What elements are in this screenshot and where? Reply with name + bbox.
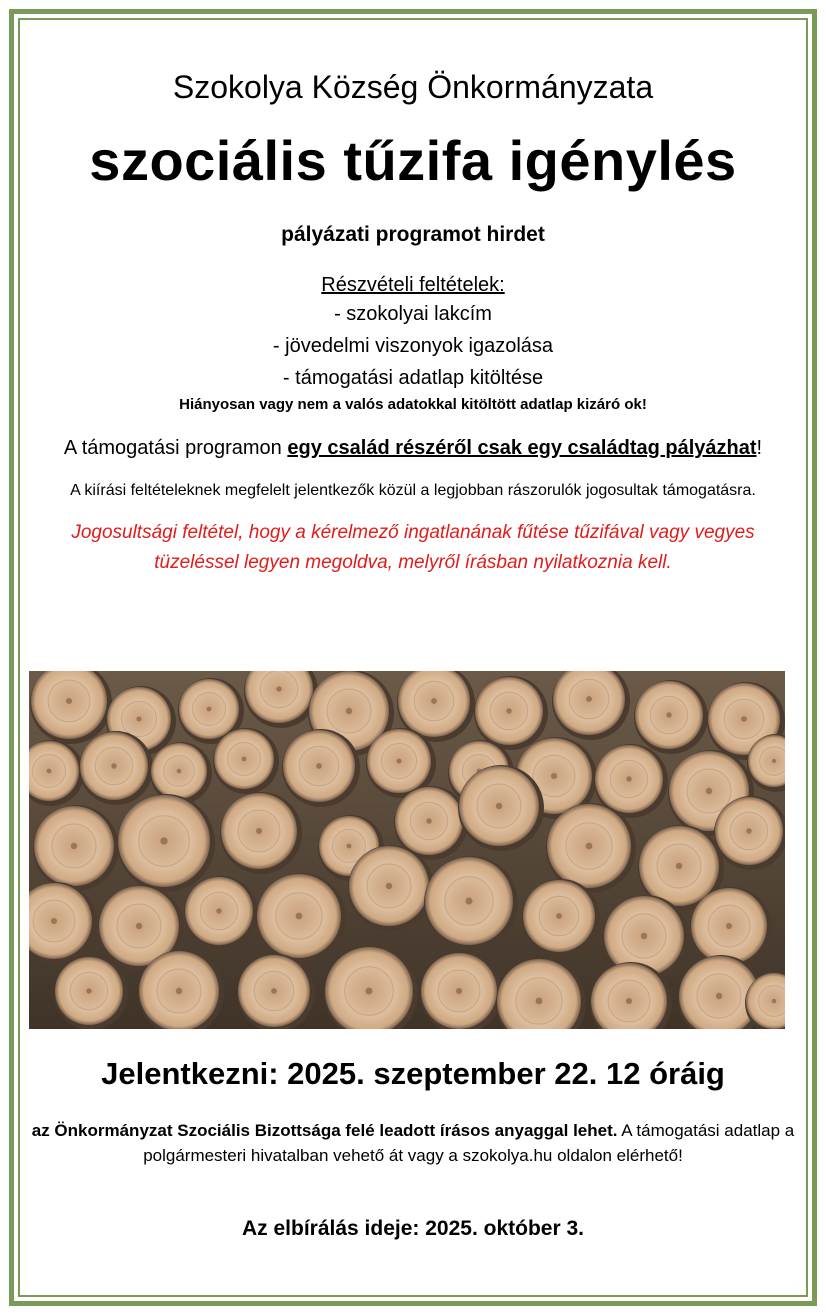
log-end — [256, 873, 346, 963]
judgement-date: Az elbírálás ideje: 2025. október 3. — [242, 1217, 584, 1240]
log-end — [79, 731, 153, 805]
single-application-rule — [28, 434, 798, 462]
log-end — [184, 876, 258, 950]
log-end — [220, 792, 302, 874]
log-end — [117, 794, 215, 892]
firewood-logs-illustration — [29, 671, 785, 1029]
log-end — [33, 805, 119, 891]
single-rule-prefix: A támogatási programon — [63, 437, 288, 459]
submission-info — [28, 1118, 798, 1168]
log-end — [237, 954, 315, 1029]
headline: szociális tűzifa igénylés — [89, 129, 737, 192]
log-end — [424, 856, 518, 950]
submission-bold: az Önkormányzat Szociális Bizottsága felé leadott írásos anyaggal lehet. — [31, 1121, 618, 1140]
condition-item: - szokolyai lakcím — [334, 303, 492, 325]
organization-name: Szokolya Község Önkormányzata — [172, 69, 654, 105]
heating-condition-text: Jogosultsági feltétel, hogy a kérelmező ingatlanának fűtése tűzifával vagy vegyes tüzeléssel legyen megoldva, melyről írásban nyilatkoznia kell. — [71, 522, 755, 573]
single-rule-emphasis: egy család részéről csak egy családtag pályázhat — [287, 437, 757, 459]
condition-item: - támogatási adatlap kitöltése — [282, 367, 544, 389]
log-end — [634, 680, 708, 754]
single-rule-suffix: ! — [756, 437, 763, 459]
conditions-title: Részvételi feltételek: — [321, 274, 505, 296]
flyer-content — [28, 28, 798, 578]
firewood-image — [29, 671, 785, 1029]
submission-rest: A támogatási adatlap a polgármesteri hivatalban vehető át vagy a szokolya.hu oldalon elérhető! — [143, 1121, 795, 1165]
log-end — [348, 845, 434, 931]
condition-item: - jövedelmi viszonyok igazolása — [272, 335, 554, 357]
eligibility-text: A kiírási feltételeknek megfelelt jelentkezők közül a legjobban rászorulók jogosultak támogatásra. — [70, 482, 756, 499]
log-end — [474, 676, 548, 750]
deadline: Jelentkezni: 2025. szeptember 22. 12 óráig — [101, 1056, 725, 1091]
log-end — [522, 879, 600, 957]
log-end — [213, 728, 279, 794]
log-end — [54, 956, 128, 1029]
log-end — [458, 765, 544, 851]
log-end — [282, 729, 360, 807]
warning-text: Hiányosan vagy nem a valós adatokkal kitöltött adatlap kizáró ok! — [179, 396, 647, 413]
log-end — [714, 796, 785, 870]
subheadline: pályázati programot hirdet — [281, 223, 545, 246]
